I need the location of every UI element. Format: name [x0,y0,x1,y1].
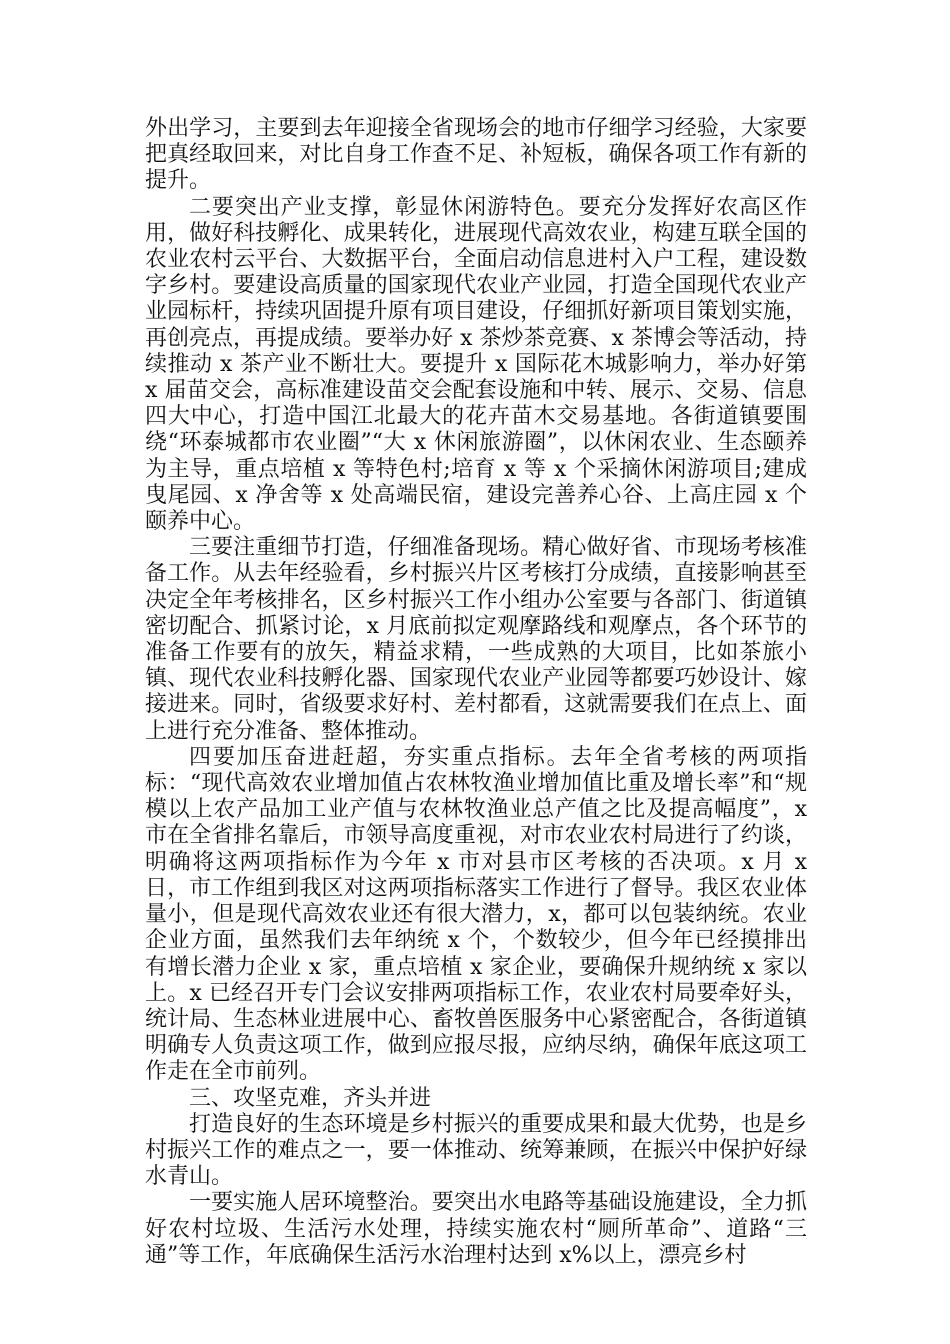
paragraph-1: 外出学习，主要到去年迎接全省现场会的地市仔细学习经验，大家要把真经取回来，对比自身工作查不足、补短板，确保各项工作有新的提升。 [145,116,807,194]
paragraph-5: 打造良好的生态环境是乡村振兴的重要成果和最大优势，也是乡村振兴工作的难点之一，要一体推动、统筹兼顾，在振兴中保护好绿水青山。 [145,1111,807,1190]
paragraph-3: 三要注重细节打造，仔细准备现场。精心做好省、市现场考核准备工作。从去年经验看，乡村振兴片区考核打分成绩，直接影响甚至决定全年考核排名，区乡村振兴工作小组办公室要与各部门、街道镇密切配合、抓紧讨论，x 月底前拟定观摩路线和观摩点，各个环节的准备工作要有的放矢，精益求精，一些成熟的大项目，比如茶旅小镇、现代农业科技孵化器、国家现代农业产业园等都要巧妙设计、嫁接进来。同时，省级要求好村、差村都看，这就需要我们在点上、面上进行充分准备、整体推动。 [145,535,807,744]
document-body [145,116,807,1269]
paragraph-4: 四要加压奋进赶超，夯实重点指标。去年全省考核的两项指标：“现代高效农业增加值占农林牧渔业增加值比重及增长率”和“规模以上农产品加工业产值与农林牧渔业总产值之比及提高幅度”，x 市在全省排名靠后，市领导高度重视，对市农业农村局进行了约谈，明确将这两项指标作为今年 x 市对县市区考核的否决项。x 月 x 日，市工作组到我区对这两项指标落实工作进行了督导。我区农业体量小，但是现代高效农业还有很大潜力，x，都可以包装纳统。农业企业方面，虽然我们去年纳统 x 个，个数较少，但今年已经摸排出有增长潜力企业 x 家，重点培植 x 家企业，要确保升规纳统 x 家以上。x 已经召开专门会议安排两项指标工作，农业农村局要牵好头，统计局、生态林业进展中心、畜牧兽医服务中心紧密配合，各街道镇明确专人负责这项工作，做到应报尽报，应纳尽纳，确保年底这项工作走在全市前列。 [145,744,807,1085]
section-heading: 三、攻坚克难，齐头并进 [189,1085,432,1111]
paragraph-2: 二要突出产业支撑，彰显休闲游特色。要充分发挥好农高区作用，做好科技孵化、成果转化，进展现代高效农业，构建互联全国的农业农村云平台、大数据平台，全面启动信息进村入户工程，建设数字乡村。要建设高质量的国家现代农业产业园，打造全国现代农业产业园标杆，持续巩固提升原有项目建设，仔细抓好新项目策划实施，再创亮点，再提成绩。要举办好 x 茶炒茶竞赛、x 茶博会等活动，持续推动 x 茶产业不断壮大。要提升 x 国际花木城影响力，举办好第 x 届苗交会，高标准建设苗交会配套设施和中转、展示、交易、信息四大中心，打造中国江北最大的花卉苗木交易基地。各街道镇要围绕“环泰城都市农业圈”“大 x 休闲旅游圈”，以休闲农业、生态颐养为主导，重点培植 x 等特色村;培育 x 等 x 个采摘休闲游项目;建成曳尾园、x 净舍等 x 处高端民宿，建设完善养心谷、上高庄园 x 个颐养中心。 [145,194,807,535]
paragraph-6: 一要实施人居环境整治。要突出水电路等基础设施建设，全力抓好农村垃圾、生活污水处理，持续实施农村“厕所革命”、道路“三通”等工作，年底确保生活污水治理村达到 x%以上，漂亮乡村 [145,1190,807,1268]
